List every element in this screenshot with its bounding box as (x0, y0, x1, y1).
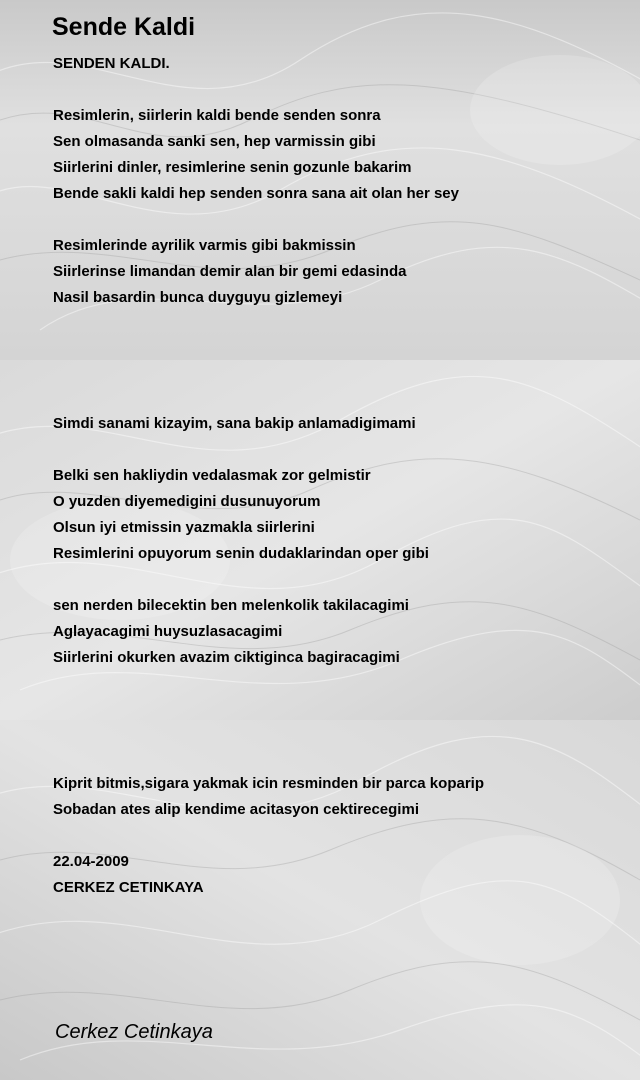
poem-panel-3 (0, 720, 640, 1080)
author-name: Cerkez Cetinkaya (55, 1021, 213, 1043)
poem-line: Belki sen hakliydin vedalasmak zor gelmistir (53, 467, 371, 484)
poem-heading: SENDEN KALDI. (53, 55, 170, 72)
poem-title: Sende Kaldi (52, 13, 196, 41)
blank-line (53, 437, 429, 463)
stanza-group (53, 411, 429, 671)
poem-line: O yuzden diyemedigini dusunuyorum (53, 493, 321, 510)
poem-line: Bende sakli kaldi hep senden sonra sana ait olan her sey (53, 185, 459, 202)
poem-line: Sen olmasanda sanki sen, hep varmissin gibi (53, 133, 376, 150)
poem-line: Siirlerinse limandan demir alan bir gemi edasinda (53, 263, 407, 280)
stanza-group (53, 771, 484, 901)
poem-signature-line: CERKEZ CETINKAYA (53, 879, 204, 896)
poem-line: Siirlerini okurken avazim ciktiginca bagiracagimi (53, 649, 400, 666)
poem-line: Olsun iyi etmissin yazmakla siirlerini (53, 519, 315, 536)
poem-line: Sobadan ates alip kendime acitasyon cektirecegimi (53, 801, 419, 818)
poem-line: Simdi sanami kizayim, sana bakip anlamadigimami (53, 415, 416, 432)
stanza-group (53, 51, 459, 311)
poem-date: 22.04-2009 (53, 853, 129, 870)
blank-line (53, 207, 459, 233)
poem-line: Resimlerin, siirlerin kaldi bende senden sonra (53, 107, 381, 124)
poem-line: sen nerden bilecektin ben melenkolik takilacagimi (53, 597, 409, 614)
poem-line: Kiprit bitmis,sigara yakmak icin resminden bir parca koparip (53, 775, 484, 792)
poem-panel-1 (0, 0, 640, 360)
blank-line (53, 823, 484, 849)
blank-line (53, 77, 459, 103)
poem-panel-2 (0, 360, 640, 720)
poem-line: Resimlerini opuyorum senin dudaklarindan oper gibi (53, 545, 429, 562)
poem-line: Aglayacagimi huysuzlasacagimi (53, 623, 283, 640)
poem-line: Resimlerinde ayrilik varmis gibi bakmissin (53, 237, 356, 254)
poem-line: Siirlerini dinler, resimlerine senin gozunle bakarim (53, 159, 412, 176)
blank-line (53, 567, 429, 593)
poem-line: Nasil basardin bunca duyguyu gizlemeyi (53, 289, 343, 306)
